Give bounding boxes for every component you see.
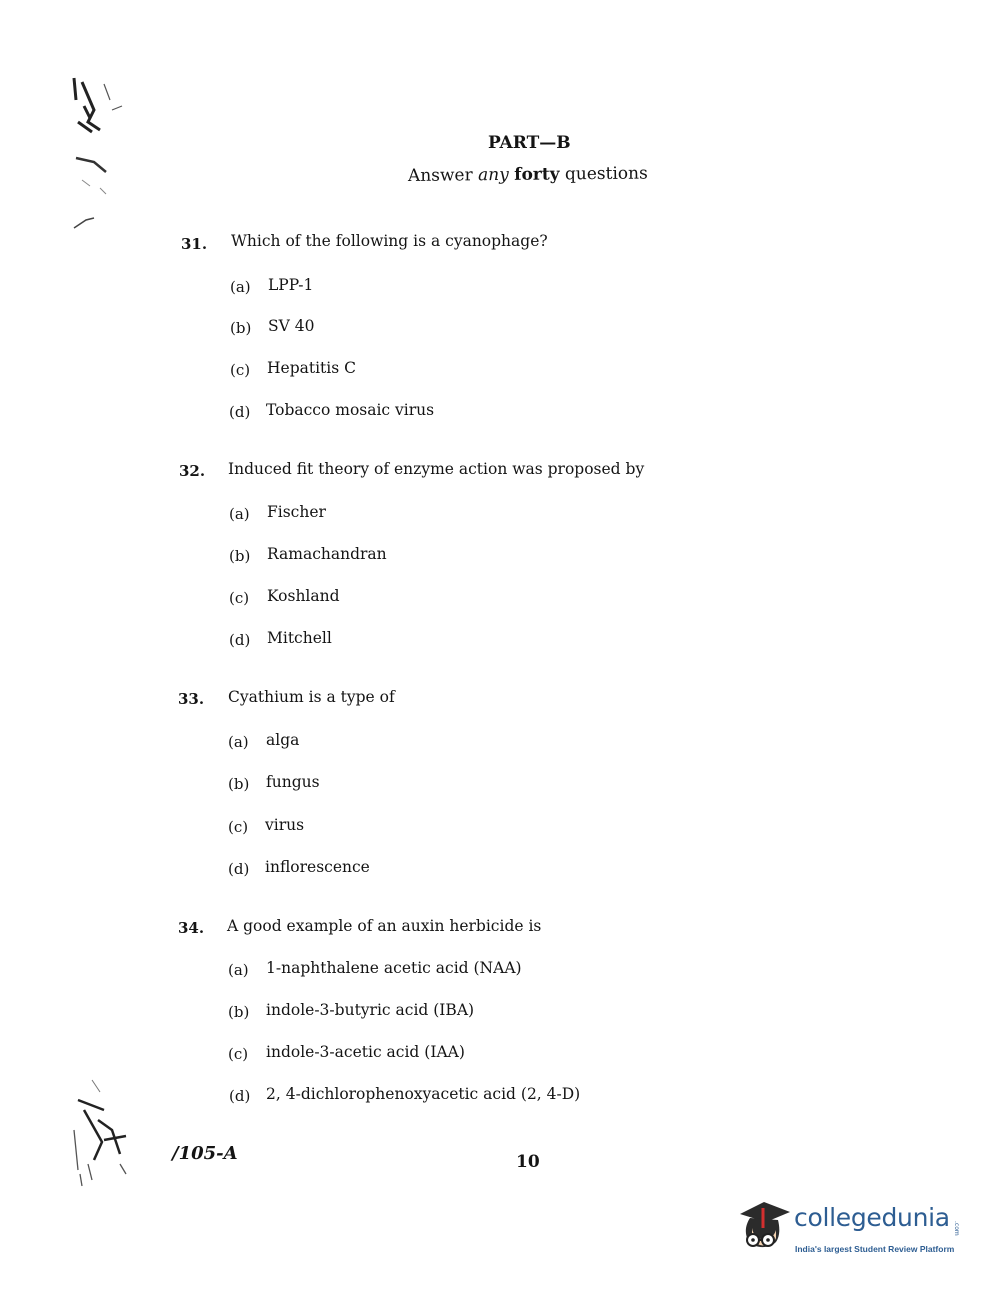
option-letter: (b) <box>230 319 252 337</box>
option-letter: (b) <box>228 1003 250 1021</box>
option-letter: (c) <box>229 589 250 607</box>
option-letter: (b) <box>228 775 250 793</box>
question-number: 33. <box>178 690 205 708</box>
option-text: indole-3-acetic acid (IAA) <box>266 1043 465 1061</box>
option-letter: (d) <box>229 1087 251 1105</box>
instruction-forty: forty <box>514 164 560 185</box>
instructions <box>408 163 648 186</box>
option-letter: (c) <box>228 818 249 836</box>
option-text: Fischer <box>267 503 326 521</box>
option-letter: (a) <box>228 733 249 751</box>
scan-smudge-top-left <box>60 70 140 240</box>
option-letter: (a) <box>228 961 249 979</box>
page-number: 10 <box>516 1152 540 1172</box>
collegedunia-mascot-icon <box>736 1198 794 1256</box>
option-text: Koshland <box>267 587 340 605</box>
option-letter: (d) <box>229 403 251 421</box>
option-text: indole-3-butyric acid (IBA) <box>266 1001 475 1019</box>
option-text: 1-naphthalene acetic acid (NAA) <box>266 959 522 977</box>
question-number: 32. <box>179 462 206 480</box>
option-text: 2, 4-dichlorophenoxyacetic acid (2, 4-D) <box>266 1085 581 1103</box>
option-letter: (a) <box>230 278 251 296</box>
option-text: fungus <box>266 773 320 791</box>
option-text: virus <box>265 816 305 834</box>
instruction-any: any <box>478 164 509 186</box>
scan-smudge-bottom-left <box>64 1070 144 1200</box>
question-number: 34. <box>178 919 205 937</box>
option-letter: (d) <box>229 631 251 649</box>
instruction-suffix: questions <box>564 163 648 185</box>
option-text: Tobacco mosaic virus <box>266 401 435 419</box>
option-text: Mitchell <box>267 629 332 647</box>
option-text: SV 40 <box>268 317 315 335</box>
part-title: PART—B <box>488 133 571 153</box>
option-letter: (a) <box>229 505 250 523</box>
option-text: alga <box>266 731 300 749</box>
option-letter: (b) <box>229 547 251 565</box>
collegedunia-tagline: India's largest Student Review Platform <box>795 1244 955 1254</box>
question-text: Cyathium is a type of <box>228 688 395 706</box>
option-text: LPP-1 <box>268 276 314 294</box>
paper-code: /105-A <box>172 1143 238 1164</box>
question-number: 31. <box>181 235 208 253</box>
option-text: inflorescence <box>265 858 370 876</box>
option-letter: (d) <box>228 860 250 878</box>
option-text: Hepatitis C <box>267 359 356 377</box>
collegedunia-brand: collegedunia <box>794 1203 950 1232</box>
question-text: Which of the following is a cyanophage? <box>231 232 548 250</box>
option-letter: (c) <box>228 1045 249 1063</box>
option-letter: (c) <box>230 361 251 379</box>
instruction-prefix: Answer <box>407 165 473 186</box>
option-text: Ramachandran <box>267 545 387 563</box>
question-text: A good example of an auxin herbicide is <box>227 917 542 935</box>
question-text: Induced fit theory of enzyme action was proposed by <box>228 460 645 478</box>
collegedunia-suffix: .com <box>953 1221 960 1236</box>
